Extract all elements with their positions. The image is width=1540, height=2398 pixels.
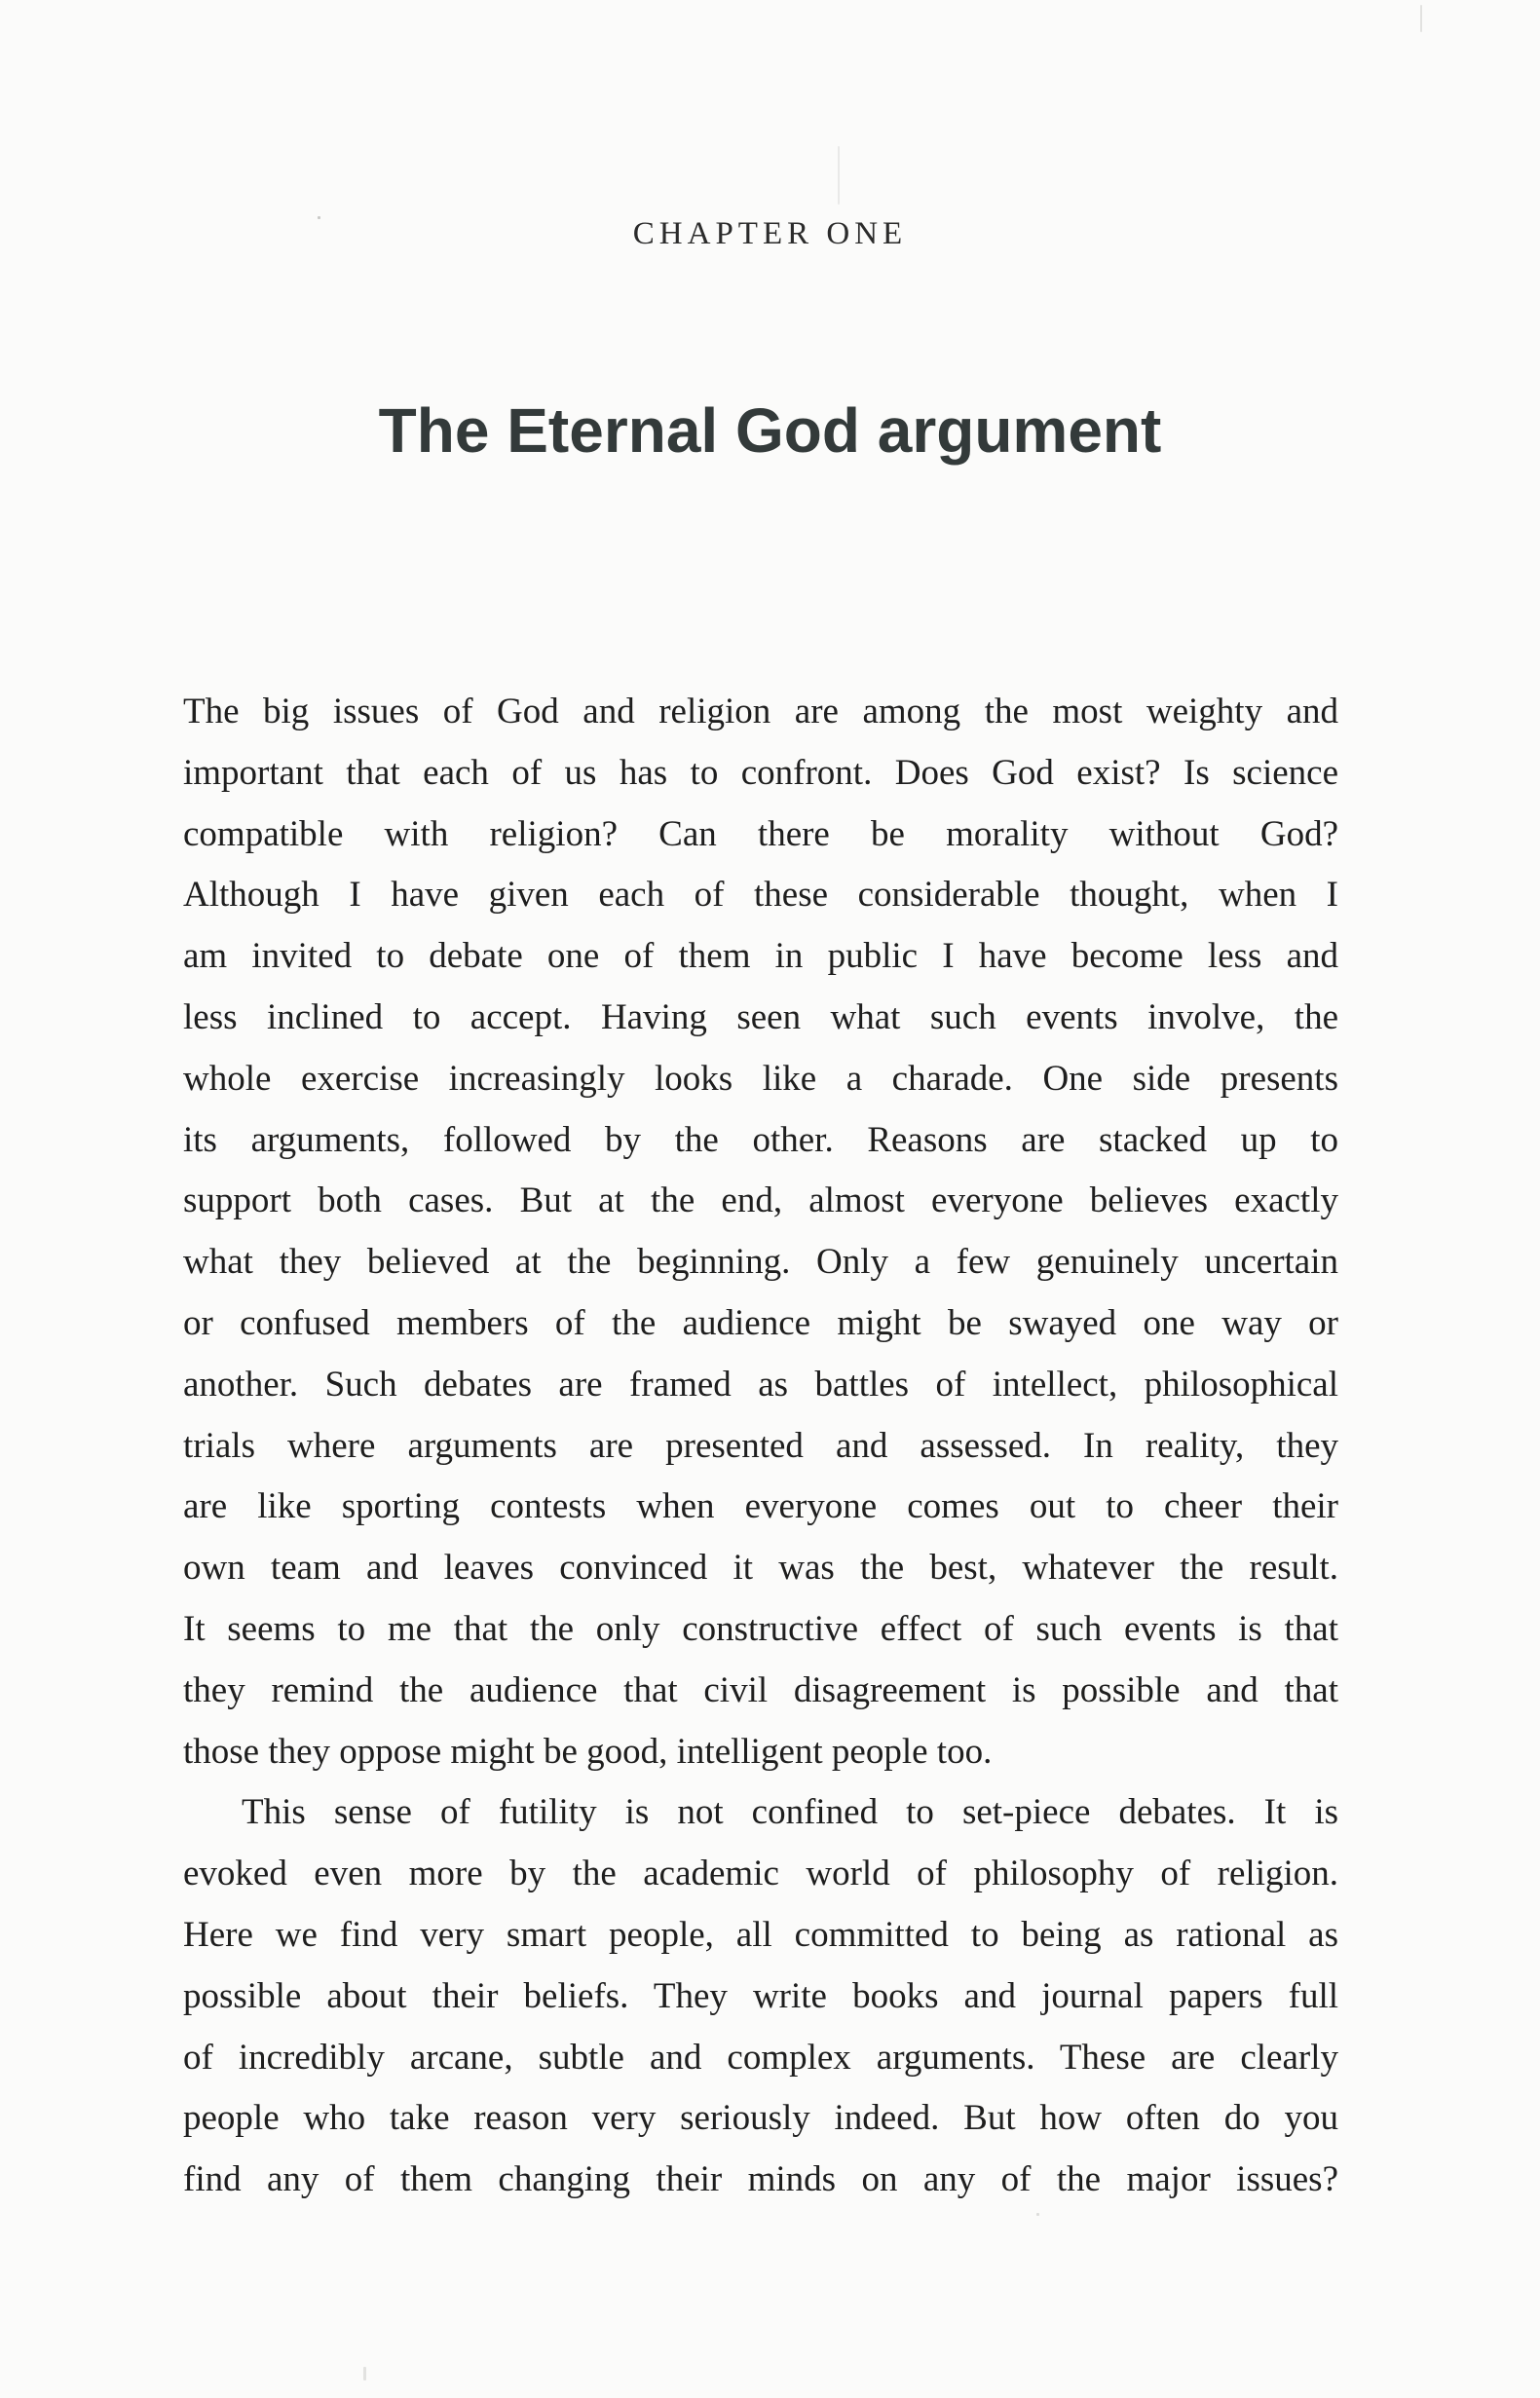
- text-line: another. Such debates are framed as battles of intellect, philosophical: [183, 1364, 1338, 1405]
- paragraph-2: [183, 1782, 1338, 2211]
- text-line: what they believed at the beginning. Only a few genuinely uncertain: [183, 1242, 1338, 1283]
- text-line: am invited to debate one of them in public I have become less and: [183, 936, 1338, 977]
- scan-speck: [363, 2367, 366, 2380]
- scan-speck: [1420, 5, 1422, 32]
- chapter-label: CHAPTER ONE: [632, 216, 908, 251]
- text-line: trials where arguments are presented and assessed. In reality, they: [183, 1425, 1338, 1466]
- text-line: compatible with religion? Can there be morality without God?: [183, 813, 1338, 854]
- text-line: its arguments, followed by the other. Reasons are stacked up to: [183, 1119, 1338, 1160]
- text-line: possible about their beliefs. They write books and journal papers full: [183, 1975, 1338, 2016]
- paragraph-1: [183, 682, 1338, 1782]
- body-text: [183, 682, 1338, 2211]
- text-line: own team and leaves convinced it was the best, whatever the result.: [183, 1548, 1338, 1589]
- text-line: The big issues of God and religion are among the most weighty and: [183, 692, 1338, 731]
- text-line: This sense of futility is not confined to set-piece debates. It is: [242, 1792, 1338, 1833]
- text-line: less inclined to accept. Having seen what such events involve, the: [183, 996, 1338, 1037]
- text-line: of incredibly arcane, subtle and complex arguments. These are clearly: [183, 2037, 1338, 2078]
- text-line: are like sporting contests when everyone comes out to cheer their: [183, 1486, 1338, 1527]
- scan-speck: [318, 216, 320, 219]
- text-line: whole exercise increasingly looks like a charade. One side presents: [183, 1058, 1338, 1099]
- text-line: or confused members of the audience might be swayed one way or: [183, 1302, 1338, 1343]
- text-line: find any of them changing their minds on any of the major issues?: [183, 2159, 1338, 2200]
- chapter-title: The Eternal God argument: [378, 395, 1162, 466]
- text-line: people who take reason very seriously indeed. But how often do you: [183, 2098, 1338, 2139]
- text-line: It seems to me that the only constructive effect of such events is that: [183, 1608, 1338, 1649]
- text-line: important that each of us has to confront. Does God exist? Is science: [183, 752, 1338, 793]
- scan-speck: [838, 146, 840, 205]
- text-line: evoked even more by the academic world of philosophy of religion.: [183, 1854, 1338, 1894]
- scan-speck: [1036, 2213, 1039, 2216]
- text-line: those they oppose might be good, intelligent people too.: [183, 1731, 993, 1772]
- text-line: Although I have given each of these considerable thought, when I: [183, 875, 1338, 916]
- text-line: they remind the audience that civil disagreement is possible and that: [183, 1669, 1338, 1710]
- text-line: support both cases. But at the end, almost everyone believes exactly: [183, 1180, 1338, 1221]
- text-line: Here we find very smart people, all committed to being as rational as: [183, 1914, 1338, 1955]
